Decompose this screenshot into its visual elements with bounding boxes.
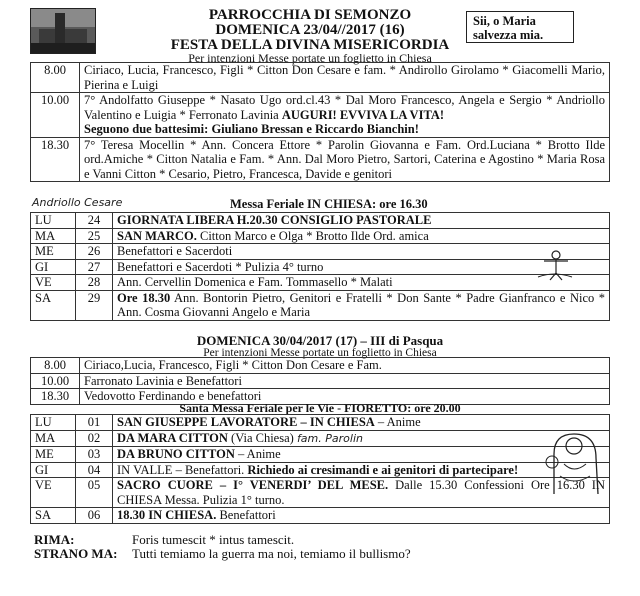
mass-intentions [80, 93, 610, 138]
event-cell [113, 290, 610, 320]
event-text: Benefattori [219, 508, 276, 522]
event-title: SAN MARCO. [117, 228, 197, 243]
table-row [31, 415, 610, 431]
event-cell: GIORNATA LIBERA H.20.30 CONSIGLIO PASTORALE [113, 213, 610, 229]
intentions-text: 7° Andolfatto Giuseppe * Nasato Ugo ord.cl.43 * Dal Moro Francesco, Angela e Sergio * Andriollo Valentino e Luigia * Ferronato Lavinia [84, 93, 605, 122]
handwritten-note: Andriollo Cesare [32, 196, 123, 209]
church-photo [30, 8, 96, 54]
day-cell: ME [31, 447, 76, 463]
event-text: – Anime [237, 447, 281, 461]
day-cell: VE [31, 478, 76, 508]
date-title: DOMENICA 23/04//2017 (16) [215, 22, 405, 38]
rima-text: Foris tumescit * intus tamescit. [132, 532, 295, 547]
mass-time: 8.00 [31, 358, 80, 374]
handwritten-note: fam. Parolin [296, 431, 363, 445]
date-cell: 03 [76, 447, 113, 463]
table-row [31, 478, 610, 508]
table-row [31, 447, 610, 463]
date-cell: 25 [76, 228, 113, 244]
weekday-mass-banner: Messa Feriale IN CHIESA: ore 16.30 [230, 197, 428, 211]
mass-intentions: Farronato Lavinia e Benefattori [80, 373, 610, 389]
sunday2-table [30, 357, 610, 405]
baptism-note: Seguono due battesimi: Giuliano Bressan e Riccardo Bianchin! [84, 122, 419, 136]
date-cell: 24 [76, 213, 113, 229]
table-row [31, 244, 610, 260]
day-cell: ME [31, 244, 76, 260]
date-cell: 05 [76, 478, 113, 508]
sunday2-note: Per intenzioni Messe portate un foglietto in Chiesa [203, 347, 437, 359]
date-cell: 28 [76, 275, 113, 291]
event-cell: Benefattori e Sacerdoti [113, 244, 610, 260]
event-text: – Anime [377, 415, 421, 429]
mass-time: 10.00 [31, 373, 80, 389]
saints-sketch-icon [540, 424, 612, 494]
day-cell: SA [31, 508, 76, 524]
event-text: IN VALLE – Benefattori. [117, 462, 245, 477]
table-row [31, 275, 610, 291]
event-cell [113, 228, 610, 244]
mass-time: 10.00 [31, 93, 80, 138]
date-cell: 29 [76, 290, 113, 320]
day-cell: SA [31, 290, 76, 320]
event-title: Ore 18.30 [117, 290, 171, 305]
event-cell [113, 430, 610, 447]
table-row [31, 213, 610, 229]
event-title: SAN GIUSEPPE LAVORATORE – IN CHIESA [117, 415, 375, 429]
sunday1-table [30, 62, 610, 182]
cresimandi-note: Richiedo ai cresimandi e ai genitori di partecipare! [247, 462, 519, 477]
week2-table [30, 414, 610, 524]
event-text: Citton Marco e Olga * Brotto Ilde Ord. amica [199, 228, 429, 243]
table-row [31, 462, 610, 478]
event-title: DA BRUNO CITTON [117, 447, 235, 461]
table-row [31, 63, 610, 93]
strano-line [34, 546, 411, 562]
event-cell [113, 508, 610, 524]
table-row [31, 508, 610, 524]
strano-label: STRANO MA: [34, 546, 118, 561]
event-cell [113, 415, 610, 431]
event-title: SACRO CUORE – I° VENERDI’ DEL MESE. [117, 478, 389, 492]
day-cell: GI [31, 462, 76, 478]
day-cell: LU [31, 213, 76, 229]
date-cell: 02 [76, 430, 113, 447]
parish-name: PARROCCHIA DI SEMONZO [208, 7, 412, 23]
table-row [31, 373, 610, 389]
event-cell: Ann. Cervellin Domenica e Fam. Tommasello * Malati [113, 275, 610, 291]
sunday2-title: DOMENICA 30/04/2017 (17) – III di Pasqua [196, 333, 444, 348]
table-row [31, 358, 610, 374]
rima-label: RIMA: [34, 532, 75, 547]
day-cell: GI [31, 259, 76, 275]
mass-intentions: Ciriaco,Lucia, Francesco, Figli * Citton Don Cesare e Fam. [80, 358, 610, 374]
day-cell: MA [31, 228, 76, 244]
table-row [31, 430, 610, 447]
auguri-text: AUGURI! EVVIVA LA VITA! [281, 107, 445, 122]
table-row [31, 290, 610, 320]
strano-text: Tutti temiamo la guerra ma noi, temiamo il bullismo? [132, 546, 411, 561]
event-text: Ann. Bontorin Pietro, Genitori e Fratelli * Don Sante * Padre Gianfranco e Nico * Ann. Cosma Giovanni Angelo e Maria [117, 290, 605, 319]
event-title: DA MARA CITTON [117, 430, 228, 445]
date-cell: 06 [76, 508, 113, 524]
mass-intentions: 7° Teresa Mocellin * Ann. Concera Ettore * Parolin Giovanna e Fam. Ord.Luciana * Brotto Ilde ord.Amiche * Citton Natalia e Fam. * Ann. Dal Moro Pietro, Sartori, Caterina e Agostino * Maria Rosa e Vanni Citton * Cesario, Pietro, Francesca, Davide e genitori [80, 137, 610, 182]
risen-christ-icon [534, 247, 576, 281]
mass-time: 8.00 [31, 63, 80, 93]
table-row [31, 137, 610, 182]
event-cell [113, 478, 610, 508]
event-cell: Benefattori e Sacerdoti * Pulizia 4° turno [113, 259, 610, 275]
mass-intentions: Vedovotto Ferdinando e benefattori [80, 389, 610, 405]
table-row [31, 228, 610, 244]
date-cell: 04 [76, 462, 113, 478]
motto-badge: Sii, o Maria salvezza mia. [466, 11, 574, 43]
feast-title: FESTA DELLA DIVINA MISERICORDIA [170, 37, 450, 53]
event-cell [113, 447, 610, 463]
date-cell: 27 [76, 259, 113, 275]
table-row [31, 93, 610, 138]
table-row [31, 259, 610, 275]
event-text: (Via Chiesa) [231, 430, 294, 445]
event-cell [113, 462, 610, 478]
fioretto-banner: Santa Messa Feriale per le Vie - FIORETTO: ore 20.00 [179, 401, 461, 415]
day-cell: MA [31, 430, 76, 447]
week1-table [30, 212, 610, 321]
event-text: Dalle 15.30 Confessioni Ore 16.30 IN CHIESA Messa. Pulizia 1° turno. [117, 478, 605, 507]
mass-intentions: Ciriaco, Lucia, Francesco, Figli * Citton Don Cesare e fam. * Andirollo Girolamo * Giacomelli Mario, Pierina e Luigi [80, 63, 610, 93]
date-cell: 26 [76, 244, 113, 260]
event-title: 18.30 IN CHIESA. [117, 508, 217, 522]
mass-time: 18.30 [31, 389, 80, 405]
header-note: Per intenzioni Messe portate un foglietto in Chiesa [188, 51, 432, 65]
date-cell: 01 [76, 415, 113, 431]
mass-time: 18.30 [31, 137, 80, 182]
day-cell: LU [31, 415, 76, 431]
day-cell: VE [31, 275, 76, 291]
